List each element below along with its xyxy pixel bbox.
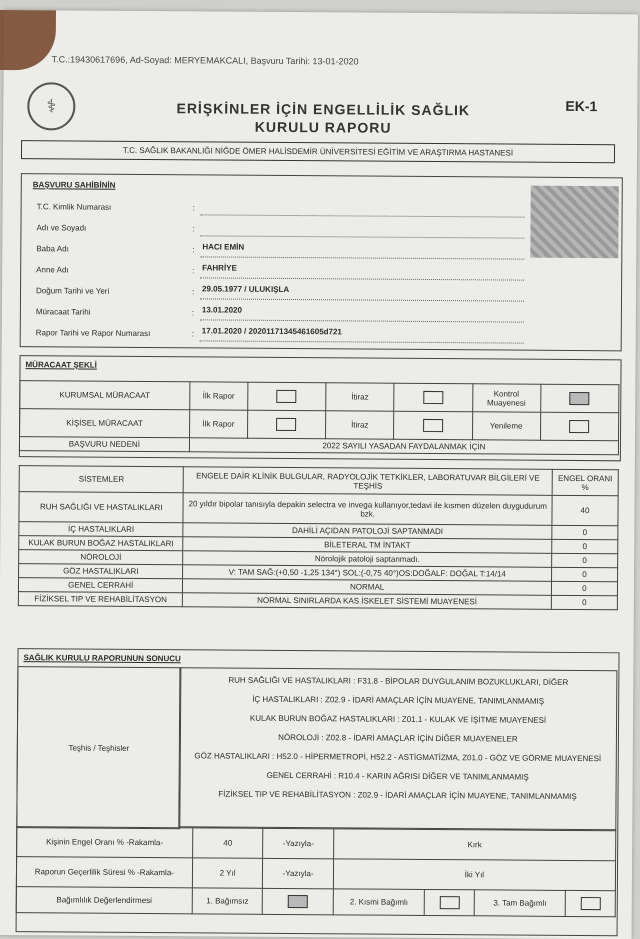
system-rate: 0 [552, 539, 618, 553]
system-name: GENEL CERRAHİ [18, 578, 183, 593]
application-table [19, 380, 619, 455]
system-finding: DAHİLİ AÇIDAN PATOLOJİ SAPTANMADI [183, 523, 552, 540]
system-name: KULAK BURUN BOĞAZ HASTALIKLARI [19, 536, 184, 551]
system-rate: 40 [552, 495, 618, 525]
colon: : [192, 245, 195, 255]
colon: : [192, 224, 195, 234]
option-label: İtiraz [326, 383, 394, 411]
application-row-label: KİŞİSEL MÜRACAAT [20, 409, 190, 438]
report-title: ERİŞKİNLER İÇİN ENGELLİLİK SAĞLIK KURULU RAPORU [176, 100, 471, 136]
result-heading: SAĞLIK KURULU RAPORUNUN SONUCU [23, 653, 181, 664]
rate-label: Kişinin Engel Oranı % -Rakamla- [17, 827, 193, 858]
checkbox[interactable] [580, 897, 600, 910]
diagnosis-item: NÖROLOJİ : Z02.8 - İDARİ AMAÇLAR İÇİN DİĞER MUAYENELER [278, 732, 518, 744]
dep-independent: 1. Bağımsız [192, 888, 263, 914]
checkbox-checked[interactable] [570, 392, 590, 405]
header-line: T.C.:19430617696, Ad-Soyad: MERYEMAKCALI, Başvuru Tarihi: 13-01-2020 [51, 54, 359, 67]
colon: : [192, 287, 195, 297]
diagnosis-item: RUH SAĞLIĞI VE HASTALIKLARI : F31.8 - BİPOLAR DUYGULANIM BOZUKLUKLARI, DİĞER [228, 675, 569, 687]
systems-table [18, 465, 619, 610]
dependency-label: Bağımlılık Değerlendirmesi [16, 887, 192, 914]
system-finding: 20 yıldır bipolar tanısıyla depakin selectra ve invega kullanıyor,tedavi ile kısmen düzelen duygudurum bzk. [183, 493, 552, 526]
field-label: Baba Adı [36, 244, 69, 254]
dep-partial: 2. Kısmi Bağımlı [333, 889, 425, 916]
dep-full: 3. Tam Bağımlı [474, 890, 566, 917]
checkbox[interactable] [423, 419, 443, 432]
system-finding: Nörolojik patoloji saptanmadı. [183, 551, 552, 568]
institution-name: T.C. SAĞLIK BAKANLIĞI NİĞDE ÖMER HALİSDEMİR ÜNİVERSİTESİ EĞİTİM VE ARAŞTIRMA HASTANESİ [21, 140, 615, 163]
rate-word: Kırk [333, 829, 615, 861]
system-rate: 0 [552, 525, 618, 539]
validity-word: İki Yıl [333, 859, 615, 891]
field-value: 29.05.1977 / ULUKIŞLA [202, 284, 290, 294]
option-label: Kontrol Muayenesi [472, 384, 540, 412]
form-code: EK-1 [565, 97, 598, 115]
colon: : [191, 329, 195, 339]
option-label: İtiraz [326, 411, 394, 439]
system-name: FİZİKSEL TIP VE REHABİLİTASYON [18, 592, 183, 607]
system-finding: BİLETERAL TM İNTAKT [183, 537, 552, 554]
system-rate: 0 [551, 595, 617, 609]
system-name: İÇ HASTALIKLARI [19, 522, 184, 537]
result-table [16, 826, 617, 917]
system-rate: 0 [551, 567, 617, 581]
field-label: T.C. Kimlik Numarası [36, 202, 112, 212]
field-label: Müracaat Tarihi [35, 307, 91, 317]
validity-word-label: -Yazıyla- [263, 858, 334, 888]
table-row [18, 592, 617, 610]
rate-number: 40 [192, 828, 263, 858]
system-rate: 0 [552, 553, 618, 567]
table-row [19, 492, 618, 526]
checkbox[interactable] [276, 418, 296, 431]
colon: : [192, 266, 195, 276]
field-label: Doğum Tarihi ve Yeri [36, 286, 110, 296]
system-name: NÖROLOJİ [19, 550, 184, 565]
field-value: 13.01.2020 [201, 305, 242, 315]
system-finding: NORMAL SINIRLARDA KAS İSKELET SİSTEMİ MUAYENESİ [183, 593, 552, 610]
application-row-label: KURUMSAL MÜRACAAT [20, 381, 190, 410]
field-label: Rapor Tarihi ve Rapor Numarası [35, 328, 151, 339]
checkbox[interactable] [569, 420, 589, 433]
validity-label: Raporun Geçerlilik Süresi % -Rakamla- [16, 857, 192, 888]
system-finding: NORMAL [183, 579, 552, 596]
diagnosis-list [178, 667, 617, 830]
field-label: Anne Adı [36, 265, 69, 275]
diagnosis-item: GENEL CERRAHİ : R10.4 - KARIN AĞRISI DİĞER VE TANIMLANMAMIŞ [266, 770, 529, 782]
diagnosis-item: GÖZ HASTALIKLARI : H52.0 - HİPERMETROPİ, H52.2 - ASTİGMATİZMA, Z01.0 - GÖZ VE GÖRME MUAYENESİ [194, 751, 602, 764]
field-value: 17.01.2020 / 20201171345461605d721 [201, 326, 342, 337]
system-rate: 0 [551, 581, 617, 595]
rate-header: ENGEL ORANI % [552, 469, 618, 495]
checkbox-checked[interactable] [288, 895, 308, 908]
ministry-logo-icon: ⚕ [27, 82, 75, 130]
diagnosis-item: İÇ HASTALIKLARI : Z02.9 - İDARİ AMAÇLAR İÇİN MUAYENE, TANIMLANMAMIŞ [252, 694, 545, 706]
system-name: GÖZ HASTALIKLARI [19, 564, 184, 579]
field-value: HACI EMİN [202, 242, 245, 252]
validity-number: 2 Yıl [192, 858, 263, 888]
reason-value: 2022 SAYILI YASADAN FAYDALANMAK İÇİN [189, 438, 618, 455]
application-heading: MÜRACAAT ŞEKLİ [25, 360, 97, 370]
checkbox[interactable] [423, 391, 443, 404]
option-label: İlk Rapor [190, 382, 248, 410]
findings-header: ENGELE DAİR KLİNİK BULGULAR, RADYOLOJİK TETKİKLER, LABORATUVAR BİLGİLERİ VE TEŞHİS [184, 467, 553, 496]
applicant-heading: BAŞVURU SAHİBİNİN [32, 180, 116, 190]
colon: : [192, 203, 195, 213]
rate-word-label: -Yazıyla- [263, 828, 334, 858]
systems-header: SİSTEMLER [19, 466, 184, 493]
colon: : [191, 308, 195, 318]
checkbox[interactable] [439, 896, 459, 909]
field-label: Adı ve Soyadı [36, 223, 87, 233]
applicant-photo [530, 186, 619, 259]
diagnosis-item: KULAK BURUN BOĞAZ HASTALIKLARI : Z01.1 - KULAK VE İŞİTME MUAYENESİ [249, 713, 547, 725]
finger [0, 10, 56, 70]
diagnosis-label: Teşhis / Teşhisler [16, 666, 181, 829]
system-name: RUH SAĞLIĞI VE HASTALIKLARI [19, 492, 184, 523]
checkbox[interactable] [277, 390, 297, 403]
field-value: FAHRİYE [202, 263, 237, 273]
report-page [0, 10, 638, 939]
diagnosis-item: FİZİKSEL TIP VE REHABİLİTASYON : Z02.9 - İDARİ AMAÇLAR İÇİN MUAYENE, TANIMLANMAMIŞ [218, 789, 577, 802]
option-label: Yenileme [472, 412, 540, 440]
option-label: İlk Rapor [189, 410, 247, 438]
reason-label: BAŞVURU NEDENİ [19, 437, 189, 452]
system-finding: V: TAM SAĞ:(+0,50 -1,25 134°) SOL:(-0,75 40°)OS:DOĞALF: DOĞAL T:14/14 [183, 565, 552, 582]
